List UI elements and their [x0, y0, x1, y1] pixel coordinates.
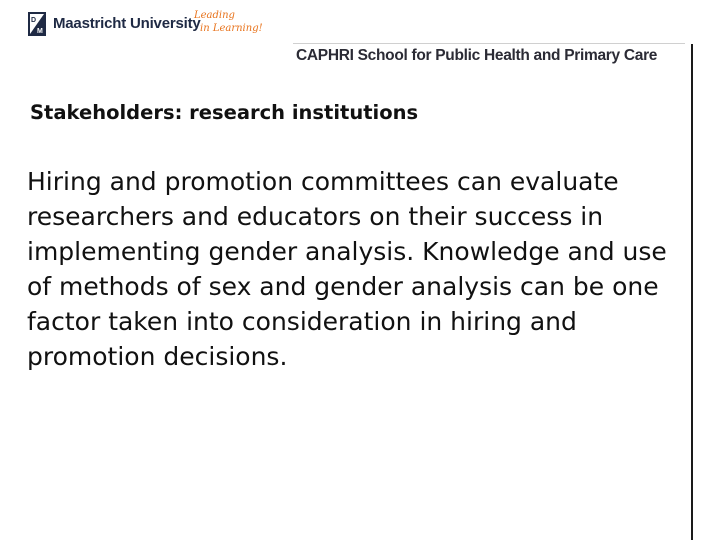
svg-text:in Learning!: in Learning! [200, 23, 263, 34]
svg-text:Leading: Leading [194, 10, 235, 21]
university-name: Maastricht University [53, 15, 201, 32]
slide-right-border [691, 44, 693, 540]
svg-text:M: M [37, 28, 43, 35]
school-name: CAPHRI School for Public Health and Primary Care [296, 47, 658, 64]
slide-title: Stakeholders: research institutions [30, 101, 419, 124]
dm-monogram-icon [28, 12, 46, 36]
svg-text:D: D [31, 17, 37, 24]
header-divider [293, 43, 685, 44]
tagline-script [192, 7, 263, 35]
slide-header [0, 0, 720, 80]
slide-body-text: Hiring and promotion committees can evaluate researchers and educators on their success in implementing gender analysis. Knowledge and use of methods of sex and gender analysis can be one factor taken into consideration in hiring and promotion decisions. [27, 167, 667, 371]
